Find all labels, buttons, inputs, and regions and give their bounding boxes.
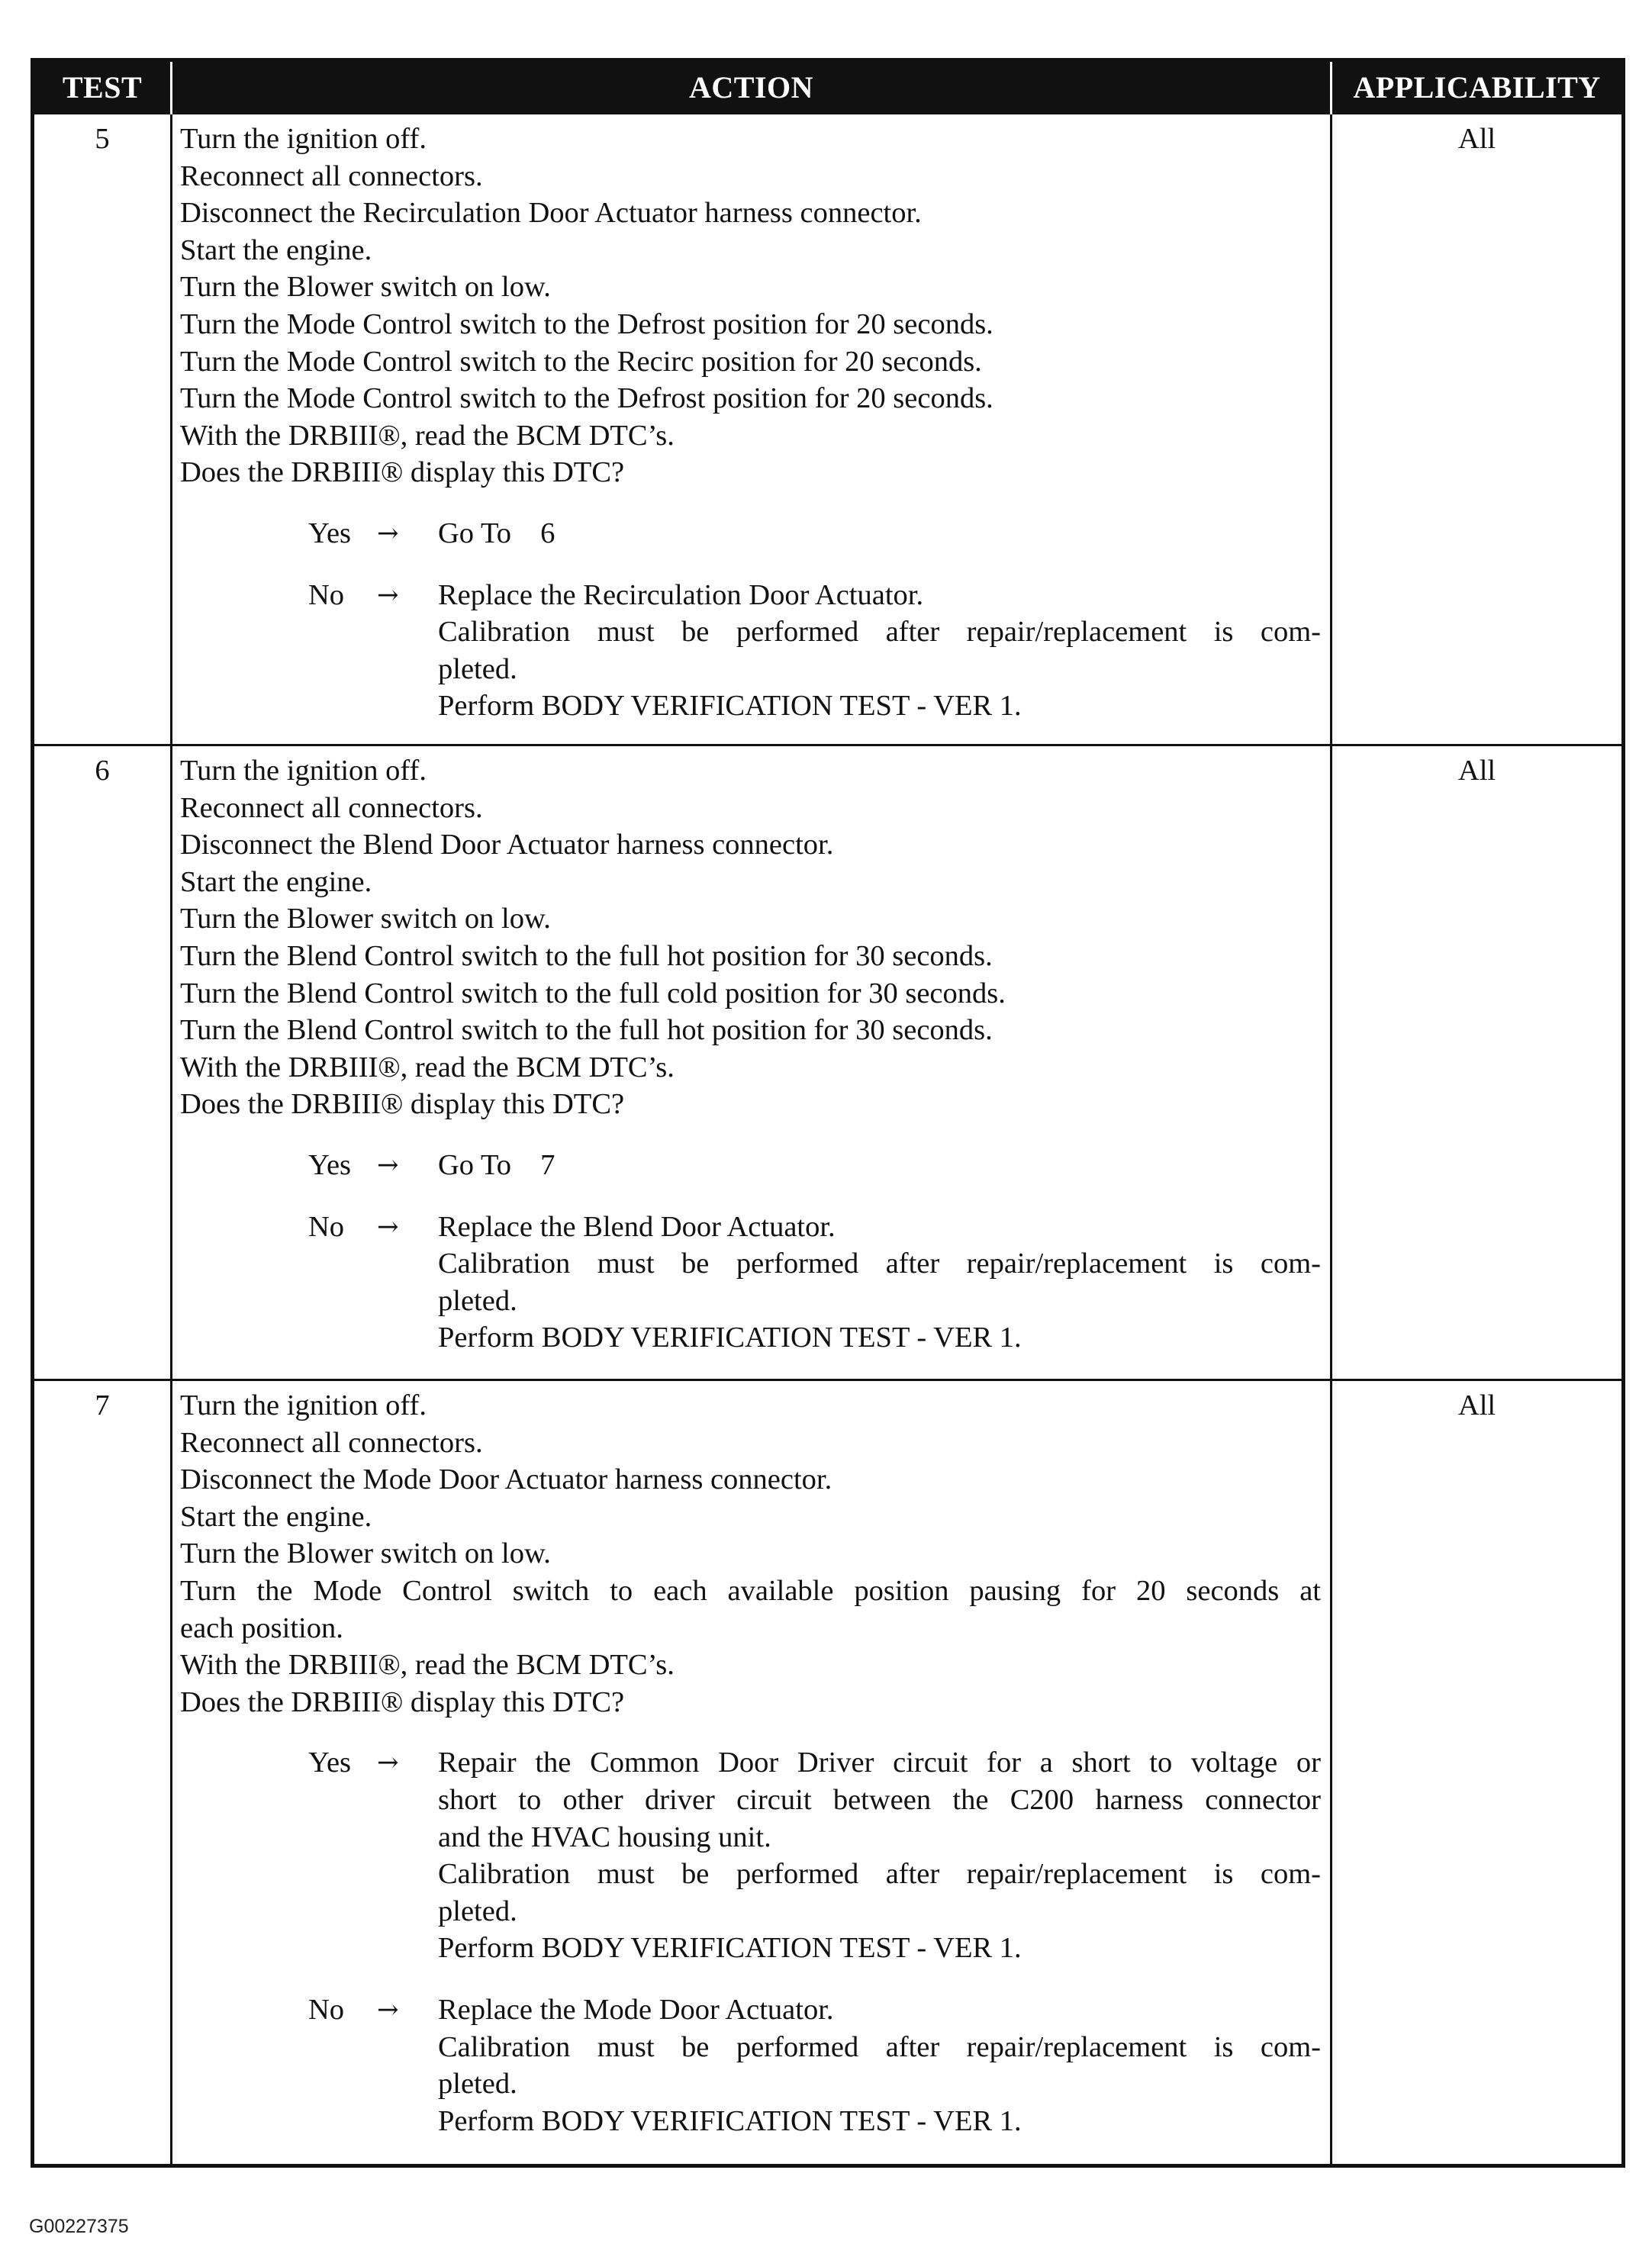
result-line: pleted. xyxy=(438,2068,517,2101)
result-line: pleted. xyxy=(438,1895,517,1927)
action-step: Disconnect the Blend Door Actuator harness connector. xyxy=(180,829,834,861)
action-step: Turn the Mode Control switch to each available position pausing for 20 seconds at xyxy=(180,1574,1321,1607)
result-line: Perform BODY VERIFICATION TEST - VER 1. xyxy=(438,1932,1022,1965)
right-arrow-icon: → xyxy=(377,517,399,549)
result-line: Replace the Mode Door Actuator. xyxy=(438,1993,834,2026)
action-step: Turn the Blower switch on low. xyxy=(180,1537,551,1570)
yes-label: Yes xyxy=(308,1148,352,1181)
goto-text: Go To xyxy=(438,517,512,549)
table-header-row xyxy=(33,60,1624,114)
result-line: Perform BODY VERIFICATION TEST - VER 1. xyxy=(438,690,1022,723)
result-line: Calibration must be performed after repair/replacement is com- xyxy=(438,1248,1321,1280)
action-step: Turn the ignition off. xyxy=(180,1389,427,1421)
yes-result xyxy=(438,1744,1321,1967)
result-line: Calibration must be performed after repair/replacement is com- xyxy=(438,616,1321,649)
result-line: and the HVAC housing unit. xyxy=(438,1821,771,1853)
yes-branch xyxy=(308,515,1321,552)
action-cell xyxy=(172,1380,1332,2166)
applicability-cell: All xyxy=(1332,114,1624,745)
action-step: Reconnect all connectors. xyxy=(180,791,483,824)
goto-test-link[interactable]: 6 xyxy=(540,517,555,549)
yes-branch xyxy=(308,1147,1321,1184)
action-step: Reconnect all connectors. xyxy=(180,1426,483,1459)
action-step: Start the engine. xyxy=(180,1500,372,1533)
result-line: Perform BODY VERIFICATION TEST - VER 1. xyxy=(438,2104,1022,2137)
action-step: Does the DRBIII® display this DTC? xyxy=(180,1685,625,1718)
yes-result xyxy=(438,1147,1321,1184)
applicability-cell: All xyxy=(1332,745,1624,1380)
yes-branch xyxy=(308,1744,1321,1967)
result-line: Perform BODY VERIFICATION TEST - VER 1. xyxy=(438,1322,1022,1354)
no-label: No xyxy=(308,1210,345,1243)
action-step: Start the engine. xyxy=(180,233,372,266)
action-step: Turn the Blend Control switch to the full cold position for 30 seconds. xyxy=(180,977,1006,1009)
no-label: No xyxy=(308,1993,345,2026)
header-test: TEST xyxy=(33,60,172,114)
action-step: each position. xyxy=(180,1611,343,1644)
no-result xyxy=(438,1991,1321,2139)
result-line: pleted. xyxy=(438,1284,517,1317)
no-result xyxy=(438,1209,1321,1357)
result-line: Replace the Recirculation Door Actuator. xyxy=(438,578,924,611)
action-step: Turn the Blower switch on low. xyxy=(180,903,551,935)
result-line: Replace the Blend Door Actuator. xyxy=(438,1210,836,1243)
no-branch xyxy=(308,577,1321,725)
goto-test-link[interactable]: 7 xyxy=(540,1148,555,1181)
action-step: With the DRBIII®, read the BCM DTC’s. xyxy=(180,1051,675,1083)
result-line: short to other driver circuit between the C200 harness connector xyxy=(438,1783,1321,1816)
action-step: With the DRBIII®, read the BCM DTC’s. xyxy=(180,1649,675,1682)
action-step: Turn the Blend Control switch to the full hot position for 30 seconds. xyxy=(180,939,993,972)
test-number: 6 xyxy=(33,745,172,1380)
action-cell xyxy=(172,114,1332,745)
action-step: Turn the Blend Control switch to the full hot position for 30 seconds. xyxy=(180,1014,993,1047)
applicability-cell: All xyxy=(1332,1380,1624,2166)
action-step: Turn the Mode Control switch to the Recirc position for 20 seconds. xyxy=(180,345,982,378)
no-branch xyxy=(308,1209,1321,1357)
no-label: No xyxy=(308,578,345,611)
result-line: Repair the Common Door Driver circuit for a short to voltage or xyxy=(438,1747,1321,1779)
result-line: pleted. xyxy=(438,652,517,685)
action-step: Does the DRBIII® display this DTC? xyxy=(180,1088,625,1121)
no-result xyxy=(438,577,1321,725)
yes-result xyxy=(438,515,1321,552)
diagnostic-test-table xyxy=(31,58,1625,2168)
figure-id: G00227375 xyxy=(29,2216,129,2237)
action-step: Turn the ignition off. xyxy=(180,123,427,155)
test-number: 7 xyxy=(33,1380,172,2166)
action-step: Reconnect all connectors. xyxy=(180,159,483,192)
no-branch xyxy=(308,1991,1321,2139)
yes-label: Yes xyxy=(308,1747,352,1779)
result-line: Calibration must be performed after repair/replacement is com- xyxy=(438,2030,1321,2063)
right-arrow-icon: → xyxy=(377,1149,399,1180)
action-step: Turn the ignition off. xyxy=(180,755,427,787)
action-step: Turn the Mode Control switch to the Defrost position for 20 seconds. xyxy=(180,307,993,340)
header-action: ACTION xyxy=(172,60,1332,114)
action-step: Turn the Blower switch on low. xyxy=(180,271,551,304)
right-arrow-icon: → xyxy=(377,1994,399,2025)
action-step: Disconnect the Recirculation Door Actuator harness connector. xyxy=(180,197,922,230)
table-row xyxy=(33,1380,1624,2166)
right-arrow-icon: → xyxy=(377,579,399,610)
action-step: Does the DRBIII® display this DTC? xyxy=(180,456,625,489)
action-step: Start the engine. xyxy=(180,865,372,898)
result-line: Calibration must be performed after repair/replacement is com- xyxy=(438,1858,1321,1891)
table-row xyxy=(33,114,1624,745)
action-step: Turn the Mode Control switch to the Defrost position for 20 seconds. xyxy=(180,382,993,415)
test-number: 5 xyxy=(33,114,172,745)
right-arrow-icon: → xyxy=(377,1211,399,1242)
goto-text: Go To xyxy=(438,1148,512,1181)
action-cell xyxy=(172,745,1332,1380)
right-arrow-icon: → xyxy=(377,1747,399,1779)
action-step: Disconnect the Mode Door Actuator harness connector. xyxy=(180,1463,832,1496)
action-step: With the DRBIII®, read the BCM DTC’s. xyxy=(180,419,675,452)
header-applicability: APPLICABILITY xyxy=(1332,60,1624,114)
yes-label: Yes xyxy=(308,517,352,549)
table-row xyxy=(33,745,1624,1380)
